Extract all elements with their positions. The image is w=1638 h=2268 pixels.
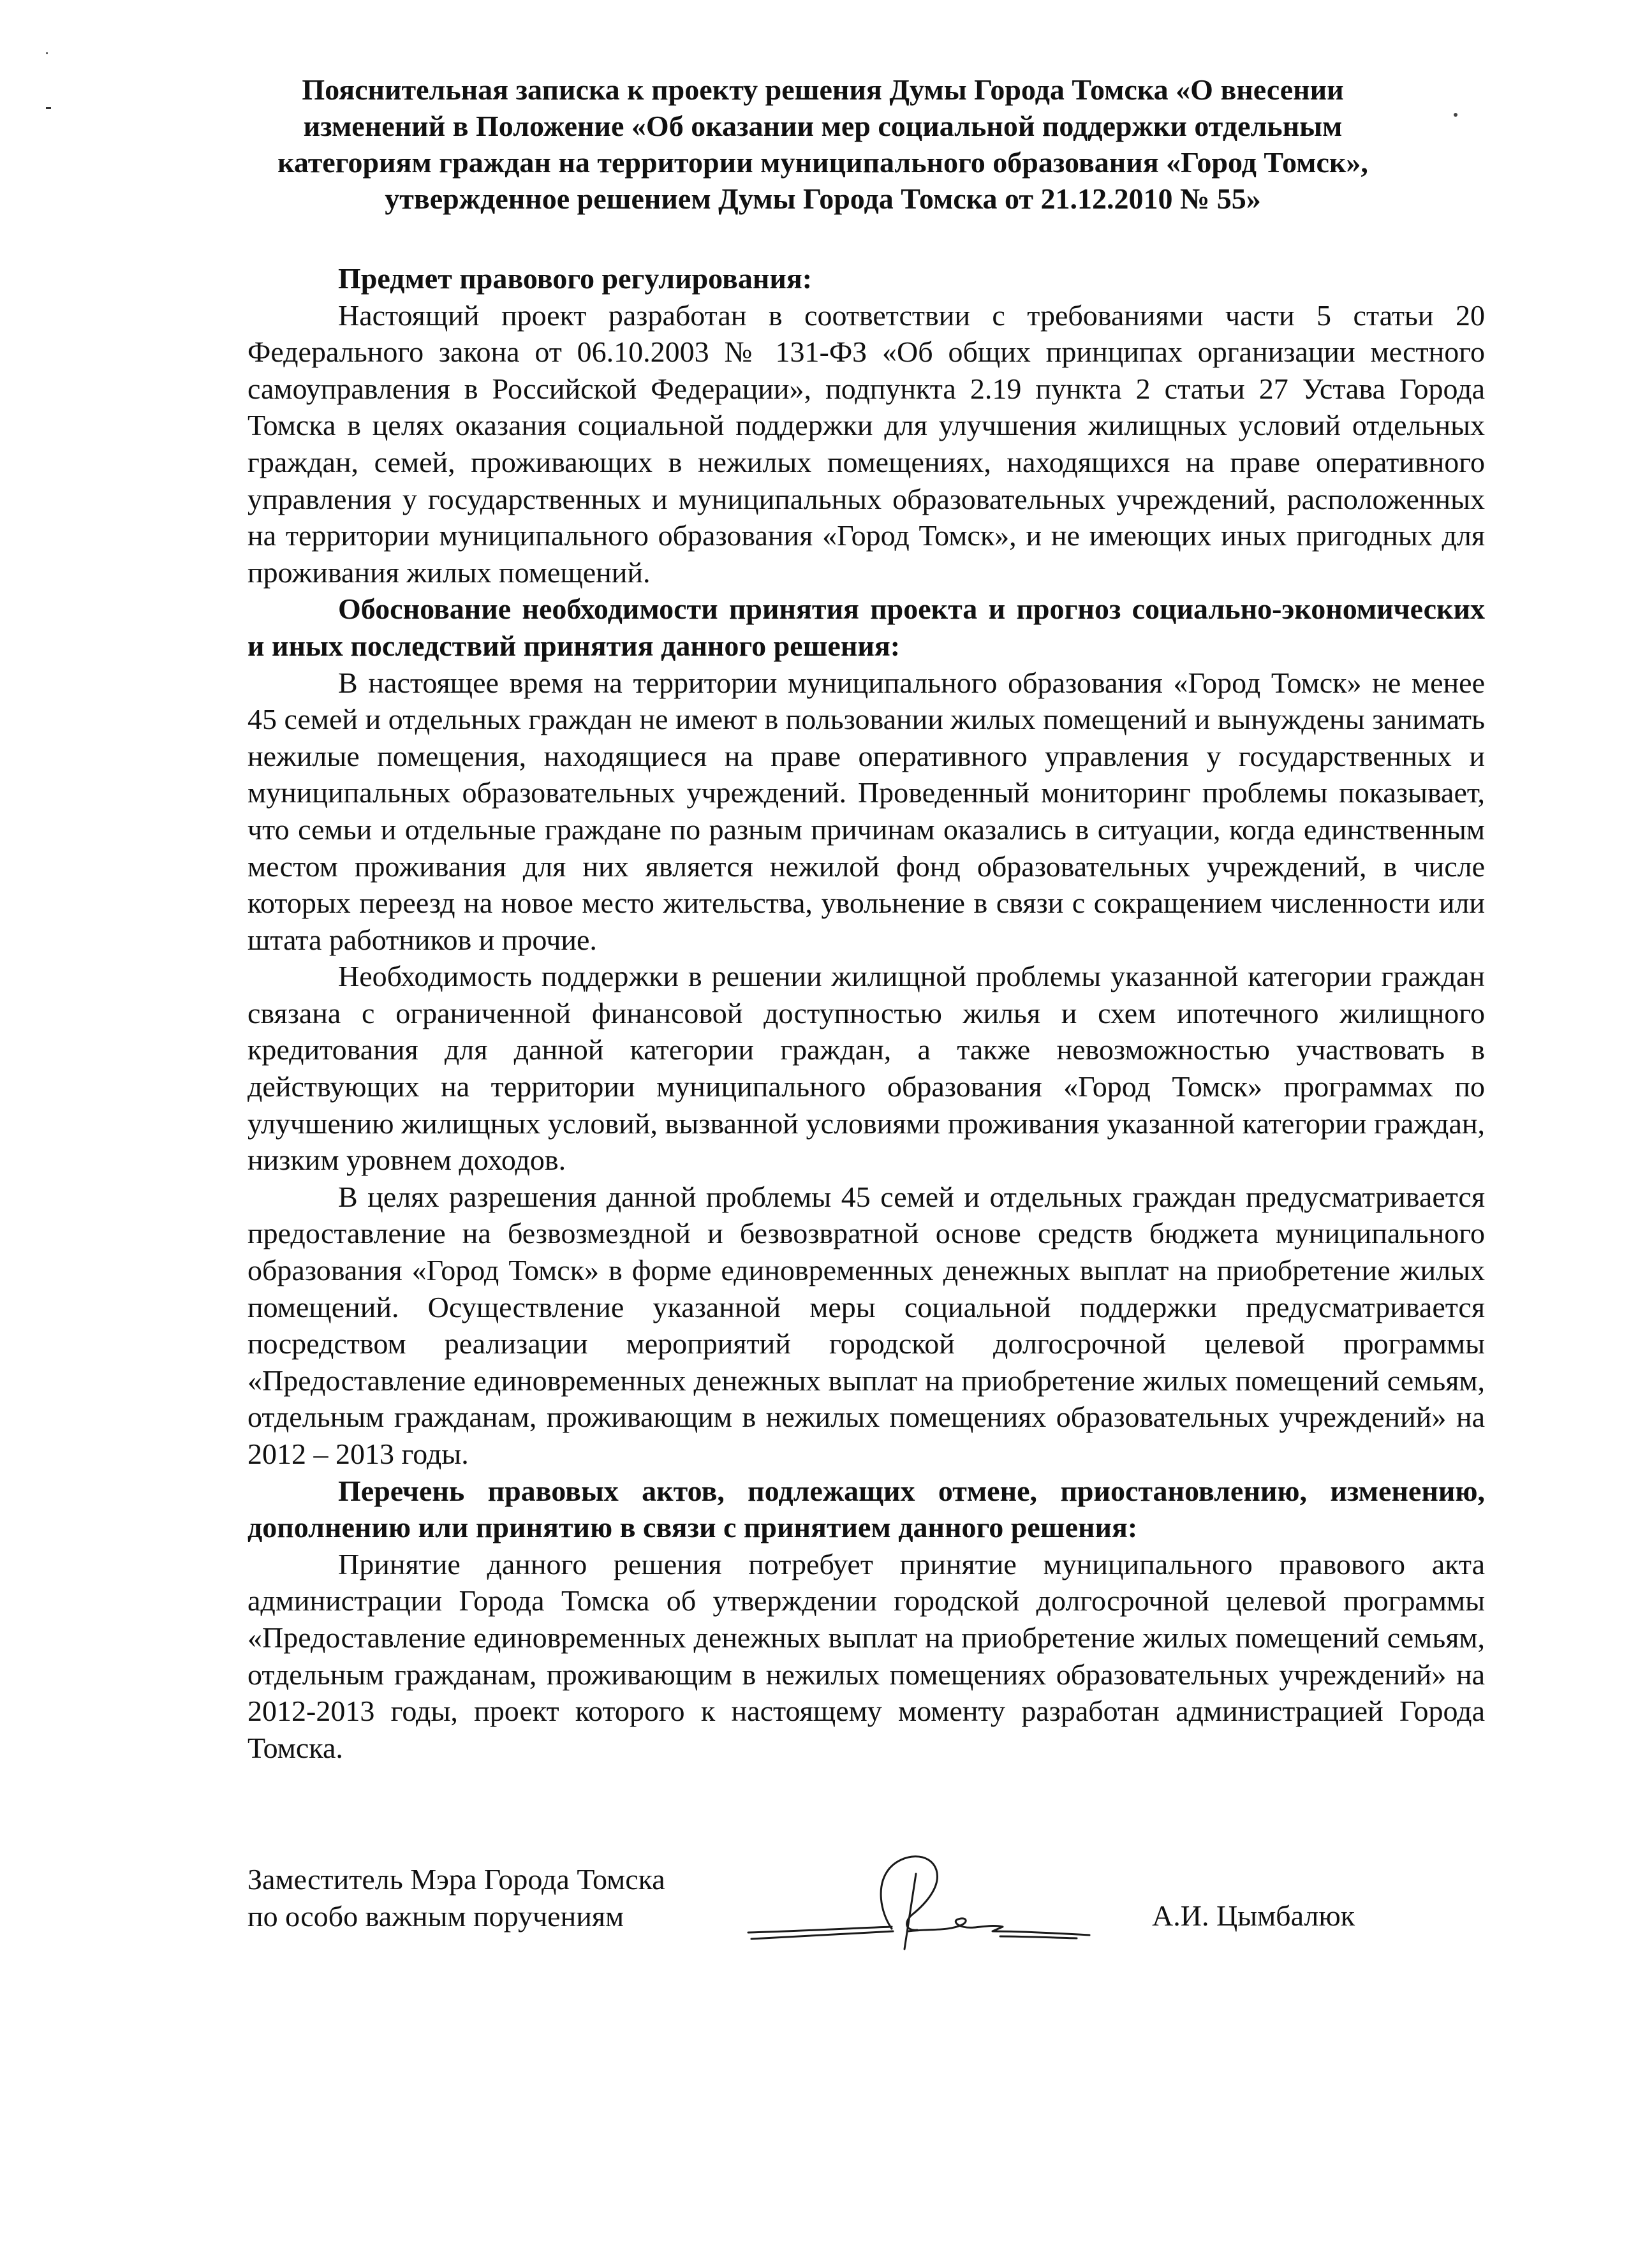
signer-name: А.И. Цымбалюк	[1152, 1899, 1355, 1932]
section-heading-regulation-subject: Предмет правового регулирования:	[338, 262, 813, 295]
paragraph: В настоящее время на территории муниципального образования «Город Томск» не менее 45 семей и отдельных граждан не имеют в пользовании жилых помещений и вынуждены занимать нежилые помещения, находящиеся на праве оперативного управления у государственных и муниципальных образовательных учреждений. Проведенный мониторинг проблемы показывает, что семьи и отдельные граждане по разным причинам оказались в ситуации, когда единственным местом проживания для них является нежилой фонд образовательных учреждений, в числе которых переезд на новое место жительства, увольнение в связи с сокращением численности или штата работников и прочие.	[247, 666, 1485, 956]
signature-stroke	[908, 1918, 975, 1931]
signer-position-line: по особо важным поручениям	[247, 1899, 624, 1933]
title-line: Пояснительная записка к проекту решения Думы Города Томска «О внесении	[302, 73, 1344, 106]
signer-position	[247, 1861, 822, 1934]
section-heading-justification: Обоснование необходимости принятия проекта и прогноз социально-экономических и иных последствий принятия данного решения:	[247, 593, 1485, 662]
signature-stroke	[1000, 1936, 1077, 1938]
signature-stroke	[975, 1926, 1089, 1935]
signature-block	[247, 1861, 1485, 1950]
handwritten-signature	[745, 1836, 1102, 1963]
scan-speck	[46, 52, 48, 54]
scan-speck	[46, 107, 51, 109]
scan-speck	[1454, 113, 1457, 117]
paragraph: Необходимость поддержки в решении жилищной проблемы указанной категории граждан связана с ограниченной финансовой доступностью жилья и схем ипотечного жилищного кредитования для данной категории граждан, а также невозможностью участвовать в действующих на территории муниципального образования «Город Томск» программах по улучшению жилищных условий, вызванной условиями проживания указанной категории граждан, низким уровнем доходов.	[247, 960, 1485, 1177]
paragraph: Принятие данного решения потребует принятие муниципального правового акта администрации Города Томска об утверждении городской долгосрочной целевой программы «Предоставление единовременных денежных выплат на приобретение жилых помещений семьям, отдельным гражданам, проживающим в нежилых помещениях образовательных учреждений» на 2012-2013 годы, проект которого к настоящему моменту разработан администрацией Города Томска.	[247, 1547, 1485, 1764]
title-line: категориям граждан на территории муниципального образования «Город Томск»,	[277, 146, 1368, 179]
signature-stroke	[904, 1874, 916, 1949]
paragraph: Настоящий проект разработан в соответствии с требованиями части 5 статьи 20 Федерального закона от 06.10.2003 № 131-ФЗ «Об общих принципах организации местного самоуправления в Российской Федерации», подпункта 2.19 пункта 2 статьи 27 Устава Города Томска в целях оказания социальной поддержки для улучшения жилищных условий отдельных граждан, семей, проживающих в нежилых помещениях, находящихся на праве оперативного управления у государственных и муниципальных образовательных учреждений, расположенных на территории муниципального образования «Город Томск», и не имеющих иных пригодных для проживания жилых помещений.	[247, 298, 1485, 589]
title-line: утвержденное решением Думы Города Томска от 21.12.2010 № 55»	[385, 182, 1261, 215]
section-heading-legal-acts: Перечень правовых актов, подлежащих отмене, приостановлению, изменению, дополнению или принятию в связи с принятием данного решения:	[247, 1474, 1485, 1544]
document-body	[247, 260, 1485, 1766]
title-line: изменений в Положение «Об оказании мер социальной поддержки отдельным	[303, 110, 1343, 142]
document-title	[255, 71, 1391, 217]
signer-position-line: Заместитель Мэра Города Томска	[247, 1863, 665, 1896]
paragraph: В целях разрешения данной проблемы 45 семей и отдельных граждан предусматривается предоставление на безвозмездной и безвозвратной основе средств бюджета муниципального образования «Город Томск» в форме единовременных денежных выплат на приобретение жилых помещений. Осуществление указанной меры социальной поддержки предусматривается посредством реализации мероприятий городской долгосрочной целевой программы «Предоставление единовременных денежных выплат на приобретение жилых помещений семьям, отдельным гражданам, проживающим в нежилых помещениях образовательных учреждений» на 2012 – 2013 годы.	[247, 1180, 1485, 1470]
